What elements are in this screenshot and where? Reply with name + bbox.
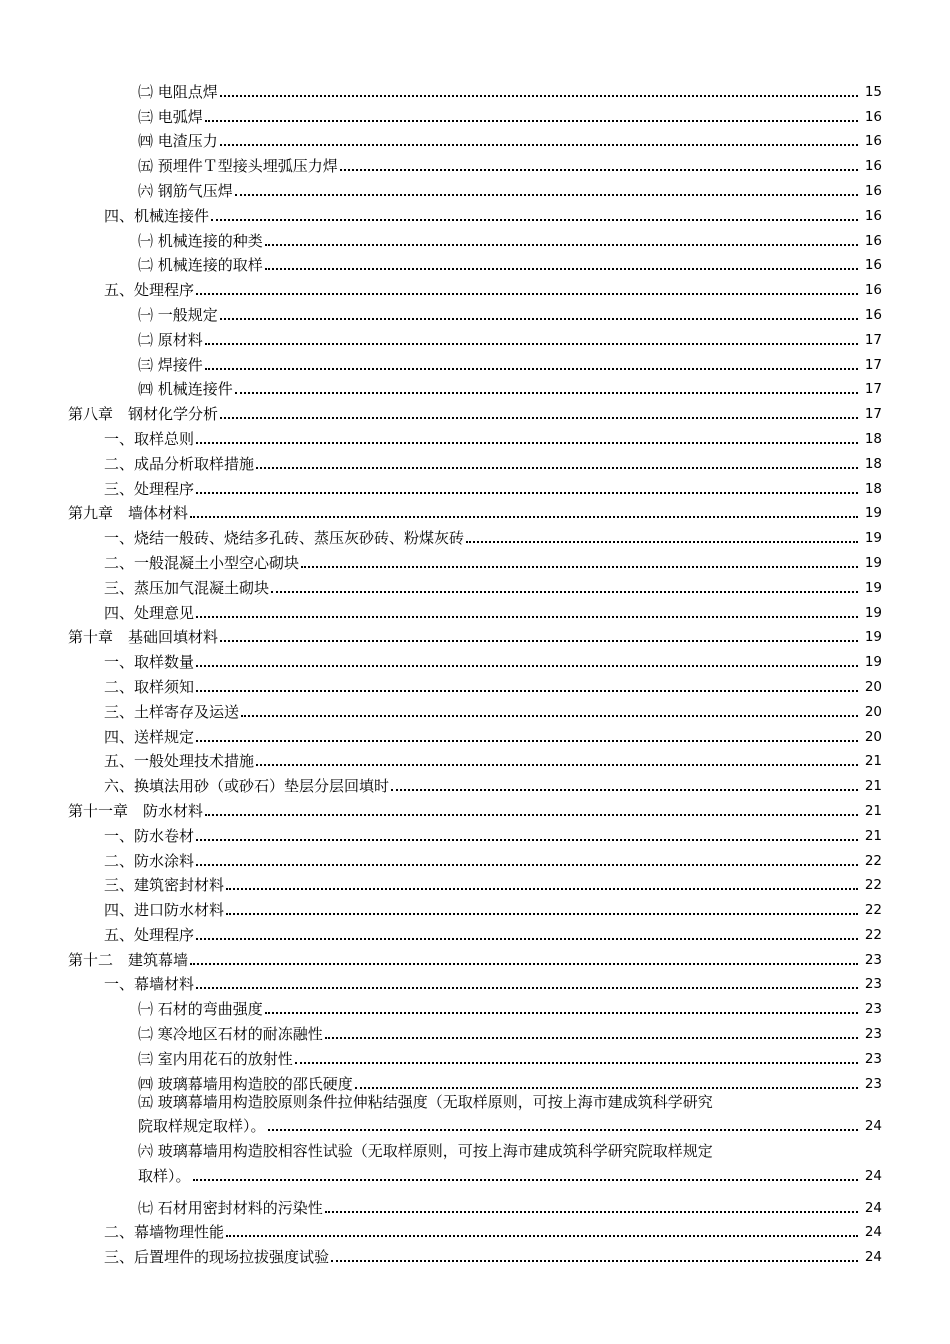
- dot-leader: [256, 457, 858, 469]
- dot-leader: [196, 928, 858, 940]
- dot-leader: [325, 1201, 858, 1213]
- toc-entry-title: 五、一般处理技术措施: [104, 752, 255, 771]
- toc-entry-page-number: 16: [864, 306, 882, 323]
- toc-entry-page-number: 16: [864, 257, 882, 274]
- toc-entry-page-number: 22: [864, 926, 882, 943]
- toc-entry-title: 第十一章 防水材料: [68, 801, 204, 820]
- dot-leader: [391, 779, 858, 791]
- dot-leader: [220, 407, 858, 419]
- toc-entry[interactable]: [0, 1068, 950, 1093]
- toc-entry-title: 三、蒸压加气混凝土砌块: [104, 578, 270, 597]
- toc-entry-title: 四、机械连接件: [104, 206, 210, 225]
- toc-entry[interactable]: [0, 820, 950, 845]
- dot-leader: [325, 1027, 858, 1039]
- toc-entry[interactable]: [0, 175, 950, 200]
- dot-leader: [256, 754, 858, 766]
- toc-entry-title: ㈠ 机械连接的种类: [138, 231, 263, 250]
- toc-entry-title: ㈡ 原材料: [138, 330, 203, 349]
- toc-entry[interactable]: [0, 398, 950, 423]
- toc-entry[interactable]: [0, 299, 950, 324]
- toc-entry[interactable]: [0, 374, 950, 399]
- toc-entry[interactable]: [0, 572, 950, 597]
- toc-entry-page-number: 19: [864, 530, 882, 547]
- dot-leader: [190, 506, 858, 518]
- dot-leader: [466, 531, 858, 543]
- toc-entry[interactable]: [0, 1043, 950, 1068]
- toc-entry-title: ㈢ 焊接件: [138, 355, 203, 374]
- toc-entry[interactable]: [0, 423, 950, 448]
- toc-entry-title: ㈡ 机械连接的取样: [138, 256, 263, 275]
- toc-entry-title: 四、进口防水材料: [104, 901, 225, 920]
- dot-leader: [220, 85, 858, 97]
- toc-entry-page-number: 17: [864, 381, 882, 398]
- toc-entry[interactable]: [0, 200, 950, 225]
- toc-entry-page-number: 24: [864, 1249, 882, 1266]
- dot-leader: [205, 333, 858, 345]
- toc-entry-continuation: [138, 1111, 882, 1136]
- toc-entry-title: 三、后置埋件的现场拉拔强度试验: [104, 1248, 330, 1267]
- dot-leader: [196, 606, 858, 618]
- toc-entry[interactable]: [0, 969, 950, 994]
- toc-entry-page-number: 24: [864, 1224, 882, 1241]
- dot-leader: [190, 953, 858, 965]
- dot-leader: [235, 184, 858, 196]
- toc-entry[interactable]: [0, 622, 950, 647]
- toc-entry[interactable]: [0, 795, 950, 820]
- toc-entry[interactable]: [0, 448, 950, 473]
- toc-entry[interactable]: [0, 646, 950, 671]
- toc-entry-title: 一、幕墙材料: [104, 975, 195, 994]
- dot-leader: [265, 258, 858, 270]
- toc-entry-title: 三、处理程序: [104, 479, 195, 498]
- toc-entry[interactable]: [0, 349, 950, 374]
- toc-entry-title: 第十二 建筑幕墙: [68, 950, 189, 969]
- dot-leader: [226, 878, 858, 890]
- toc-entry-page-number: 23: [864, 951, 882, 968]
- dot-leader: [220, 134, 858, 146]
- toc-entry-page-number: 24: [864, 1168, 882, 1185]
- toc-entry-title: ㈣ 机械连接件: [138, 380, 233, 399]
- toc-entry-title: 二、幕墙物理性能: [104, 1223, 225, 1242]
- dot-leader: [196, 977, 858, 989]
- toc-entry[interactable]: [0, 1217, 950, 1242]
- toc-entry[interactable]: [0, 150, 950, 175]
- toc-entry-page-number: 23: [864, 1050, 882, 1067]
- toc-entry-page-number: 17: [864, 356, 882, 373]
- dot-leader: [196, 482, 858, 494]
- toc-entry-page-number: 19: [864, 554, 882, 571]
- toc-entry-title: ㈤ 预埋件Ｔ型接头埋弧压力焊: [138, 157, 338, 176]
- toc-entry[interactable]: [0, 1093, 950, 1143]
- dot-leader: [196, 432, 858, 444]
- toc-entry-title: 取样）。: [138, 1167, 191, 1186]
- toc-entry-title: 四、送样规定: [104, 727, 195, 746]
- toc-entry[interactable]: [0, 845, 950, 870]
- toc-entry-title: 一、烧结一般砖、烧结多孔砖、蒸压灰砂砖、粉煤灰砖: [104, 529, 465, 548]
- dot-leader: [271, 581, 858, 593]
- toc-entry-page-number: 22: [864, 902, 882, 919]
- toc-entry-title: 第八章 钢材化学分析: [68, 405, 219, 424]
- toc-entry[interactable]: [0, 1142, 950, 1192]
- dot-leader: [205, 804, 858, 816]
- toc-entry-page-number: 21: [864, 802, 882, 819]
- toc-entry-title: 一、取样总则: [104, 429, 195, 448]
- toc-entry[interactable]: [0, 1018, 950, 1043]
- toc-entry[interactable]: [0, 522, 950, 547]
- dot-leader: [193, 1169, 858, 1181]
- dot-leader: [226, 903, 858, 915]
- toc-entry-page-number: 19: [864, 579, 882, 596]
- dot-leader: [205, 358, 858, 370]
- toc-entry[interactable]: [0, 101, 950, 126]
- toc-entry[interactable]: [0, 721, 950, 746]
- dot-leader: [196, 829, 858, 841]
- dot-leader: [205, 110, 858, 122]
- dot-leader: [220, 308, 858, 320]
- toc-entry-title: ㈠ 石材的弯曲强度: [138, 1000, 263, 1019]
- toc-entry-title: ㈢ 电弧焊: [138, 107, 203, 126]
- toc-entry-page-number: 19: [864, 629, 882, 646]
- dot-leader: [331, 1250, 858, 1262]
- toc-entry-page-number: 16: [864, 232, 882, 249]
- toc-entry[interactable]: [0, 126, 950, 151]
- toc-entry-page-number: 17: [864, 331, 882, 348]
- dot-leader: [196, 730, 858, 742]
- toc-entry[interactable]: [0, 993, 950, 1018]
- toc-entry-page-number: 20: [864, 728, 882, 745]
- toc-entry[interactable]: [0, 498, 950, 523]
- toc-entry-title: ㈡ 寒冷地区石材的耐冻融性: [138, 1025, 323, 1044]
- toc-entry-title: 院取样规定取样）。: [138, 1117, 266, 1136]
- toc-entry-title: ㈤ 玻璃幕墙用构造胶原则条件拉伸粘结强度（无取样原则，可按上海市建成筑科学研究: [138, 1092, 713, 1111]
- toc-entry-title: 三、土样寄存及运送: [104, 702, 240, 721]
- toc-entry-title: ㈣ 玻璃幕墙用构造胶的邵氏硬度: [138, 1074, 353, 1093]
- dot-leader: [265, 1002, 858, 1014]
- toc-entry-page-number: 23: [864, 976, 882, 993]
- dot-leader: [268, 1119, 858, 1131]
- toc-entry-page-number: 17: [864, 406, 882, 423]
- toc-entry-page-number: 18: [864, 480, 882, 497]
- toc-entry-page-number: 16: [864, 182, 882, 199]
- toc-entry[interactable]: [0, 770, 950, 795]
- toc-entry[interactable]: [0, 870, 950, 895]
- toc-entry-page-number: 21: [864, 753, 882, 770]
- toc-entry-page-number: 20: [864, 703, 882, 720]
- toc-entry[interactable]: [0, 597, 950, 622]
- toc-entry-title: 第十章 基础回填材料: [68, 628, 219, 647]
- toc-entry-page-number: 24: [864, 1199, 882, 1216]
- toc-entry-page-number: 23: [864, 1075, 882, 1092]
- toc-entry-title: ㈥ 玻璃幕墙用构造胶相容性试验（无取样原则，可按上海市建成筑科学研究院取样规定: [138, 1142, 713, 1161]
- toc-entry-page-number: 24: [864, 1118, 882, 1135]
- dot-leader: [220, 630, 858, 642]
- toc-entry-page-number: 23: [864, 1026, 882, 1043]
- dot-leader: [196, 283, 858, 295]
- dot-leader: [196, 680, 858, 692]
- dot-leader: [235, 382, 858, 394]
- toc-entry[interactable]: [0, 696, 950, 721]
- toc-entry-continuation: [138, 1160, 882, 1185]
- toc-entry-page-number: 16: [864, 108, 882, 125]
- toc-entry[interactable]: [0, 76, 950, 101]
- toc-entry-title: 五、处理程序: [104, 925, 195, 944]
- toc-entry-page-number: 22: [864, 852, 882, 869]
- dot-leader: [211, 209, 858, 221]
- toc-entry-title: 三、建筑密封材料: [104, 876, 225, 895]
- toc-entry[interactable]: [0, 894, 950, 919]
- dot-leader: [226, 1225, 858, 1237]
- toc-entry-title: ㈥ 钢筋气压焊: [138, 181, 233, 200]
- toc-entry[interactable]: [0, 746, 950, 771]
- toc-entry-title: 二、一般混凝土小型空心砌块: [104, 553, 300, 572]
- toc-entry-page-number: 15: [864, 83, 882, 100]
- toc-entry[interactable]: [0, 919, 950, 944]
- toc-entry-page-number: 19: [864, 604, 882, 621]
- toc-entry-title: 一、防水卷材: [104, 826, 195, 845]
- toc-entry[interactable]: [0, 274, 950, 299]
- toc-entry-page-number: 18: [864, 430, 882, 447]
- dot-leader: [196, 854, 858, 866]
- toc-entry[interactable]: [0, 944, 950, 969]
- toc-entry-title: 二、取样须知: [104, 677, 195, 696]
- toc-entry-title: 五、处理程序: [104, 281, 195, 300]
- toc-entry[interactable]: [0, 547, 950, 572]
- toc-entry-title: 四、处理意见: [104, 603, 195, 622]
- toc-entry[interactable]: [0, 225, 950, 250]
- toc-entry-title: ㈡ 电阻点焊: [138, 82, 218, 101]
- toc-entry-page-number: 16: [864, 158, 882, 175]
- table-of-contents: [0, 76, 950, 1266]
- dot-leader: [295, 1052, 858, 1064]
- toc-entry-page-number: 21: [864, 778, 882, 795]
- toc-entry[interactable]: [0, 1192, 950, 1217]
- toc-entry[interactable]: [0, 324, 950, 349]
- toc-entry-page-number: 16: [864, 282, 882, 299]
- toc-entry-title: ㈣ 电渣压力: [138, 132, 218, 151]
- toc-entry-title: ㈢ 室内用花石的放射性: [138, 1049, 293, 1068]
- toc-entry-title: 六、换填法用砂（或砂石）垫层分层回填时: [104, 777, 390, 796]
- toc-entry-page-number: 19: [864, 654, 882, 671]
- dot-leader: [340, 159, 858, 171]
- toc-entry[interactable]: [0, 473, 950, 498]
- toc-entry-title: 一、取样数量: [104, 653, 195, 672]
- dot-leader: [196, 655, 858, 667]
- toc-entry-page-number: 16: [864, 207, 882, 224]
- dot-leader: [301, 556, 858, 568]
- toc-entry-page-number: 23: [864, 1001, 882, 1018]
- toc-entry[interactable]: [0, 250, 950, 275]
- toc-entry-page-number: 20: [864, 678, 882, 695]
- toc-entry[interactable]: [0, 671, 950, 696]
- dot-leader: [355, 1077, 858, 1089]
- toc-entry-title: 二、成品分析取样措施: [104, 454, 255, 473]
- toc-entry-page-number: 16: [864, 133, 882, 150]
- toc-entry-page-number: 21: [864, 827, 882, 844]
- dot-leader: [241, 705, 858, 717]
- toc-entry-title: 二、防水涂料: [104, 851, 195, 870]
- dot-leader: [265, 234, 858, 246]
- toc-entry-page-number: 18: [864, 455, 882, 472]
- toc-entry-page-number: 19: [864, 505, 882, 522]
- toc-entry-title: 第九章 墙体材料: [68, 504, 189, 523]
- toc-entry[interactable]: [0, 1241, 950, 1266]
- toc-entry-title: ㈦ 石材用密封材料的污染性: [138, 1198, 323, 1217]
- toc-entry-page-number: 22: [864, 877, 882, 894]
- toc-entry-title: ㈠ 一般规定: [138, 305, 218, 324]
